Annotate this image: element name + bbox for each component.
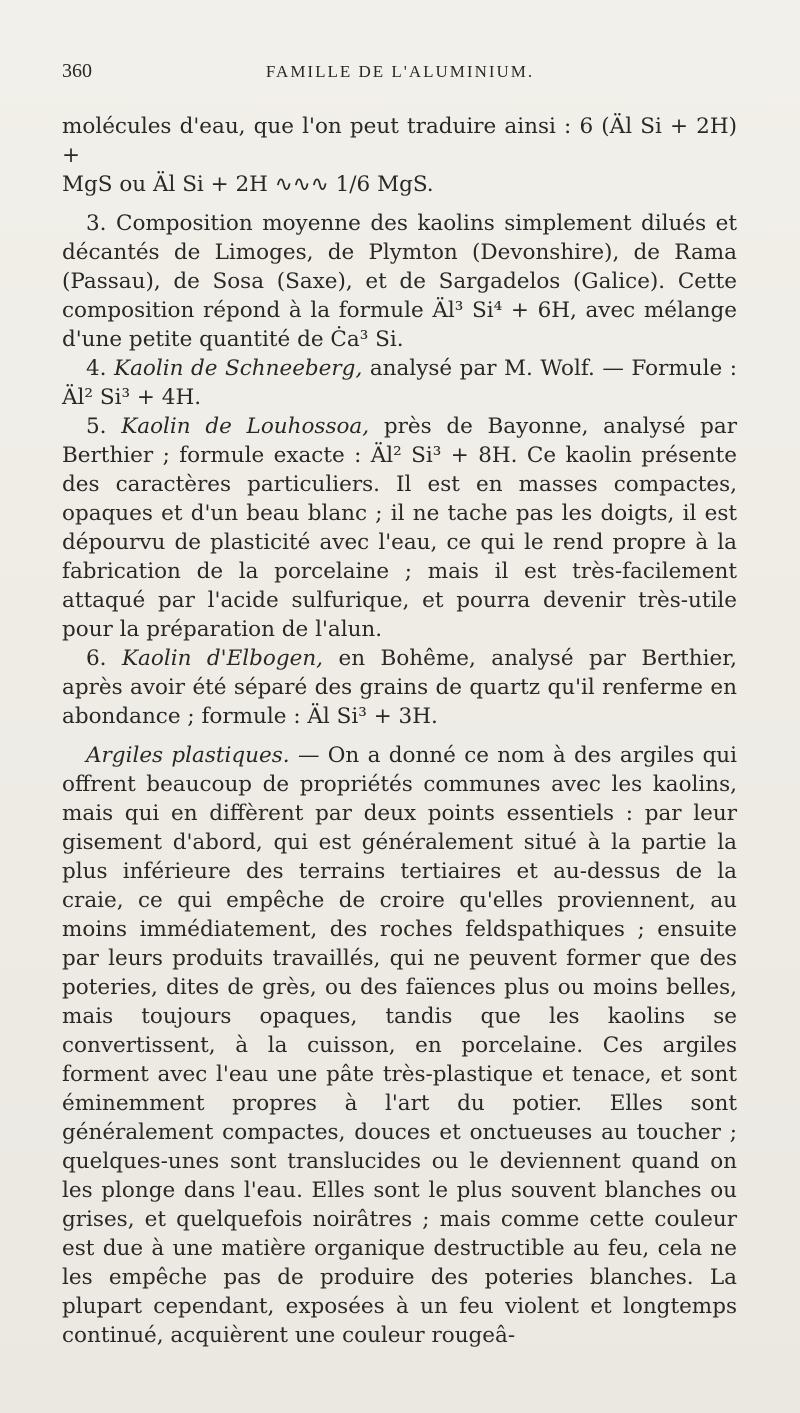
paragraph-title: Kaolin de Schneeberg, bbox=[114, 356, 363, 381]
paragraph-text: Composition moyenne des kaolins simplement dilués et décantés de Limoges, de Plymton (Devonshire), de Rama (Passau), de Sosa (Saxe), et de Sargadelos (Galice). Cette composition répond à la formule Äl³ Si⁴ + 6H, avec mélange d'une petite quantité de Ċa³ Si. bbox=[62, 211, 737, 352]
formula-line-2: MgS ou Äl Si + 2H ∿∿∿ 1/6 MgS. bbox=[62, 172, 434, 197]
paragraph-text: en Bohême, analysé par Berthier, après avoir été séparé des grains de quartz qu'il renferme en abondance ; formule : Äl Si³ + 3H. bbox=[62, 646, 737, 729]
paragraph-5 bbox=[62, 412, 737, 644]
formula-line-1: molécules d'eau, que l'on peut traduire ainsi : 6 (Äl Si + 2H) + bbox=[62, 114, 737, 168]
paragraph-text: — On a donné ce nom à des argiles qui offrent beaucoup de propriétés communes avec les kaolins, mais qui en diffèrent par deux points essentiels : par leur gisement d'abord, qui est généralement situé à la partie la plus inférieure des terrains tertiaires et au-dessus de la craie, ce qui empêche de croire qu'elles proviennent, au moins immédiatement, des roches feldspathiques ; ensuite par leurs produits travaillés, qui ne peuvent former que des poteries, dites de grès, ou des faïences plus ou moins belles, mais toujours opaques, tandis que les kaolins se convertissent, à la cuisson, en porcelaine. Ces argiles forment avec l'eau une pâte très-plastique et tenace, et sont éminemment propres à l'art du potier. Elles sont généralement compactes, douces et onctueuses au toucher ; quelques-unes sont translucides ou le deviennent quand on les plonge dans l'eau. Elles sont le plus souvent blanches ou grises, et quelquefois noirâtres ; mais comme cette couleur est due à une matière organique destructible au feu, cela ne les empêche pas de produire des poteries blanches. La plupart cependant, exposées à un feu violent et longtemps continué, acquièrent une couleur rougeâ- bbox=[62, 743, 738, 1348]
running-title: FAMILLE DE L'ALUMINIUM. bbox=[265, 62, 535, 81]
item-number: 6. bbox=[86, 646, 107, 671]
page-body bbox=[62, 112, 737, 1350]
paragraph-title: Kaolin d'Elbogen, bbox=[122, 646, 324, 671]
item-number: 5. bbox=[86, 414, 107, 439]
item-number: 4. bbox=[86, 356, 107, 381]
paragraph-text: analysé par M. Wolf. — Formule : Äl² Si³ + 4H. bbox=[62, 356, 737, 410]
paragraph-argiles bbox=[62, 741, 737, 1350]
paragraph-title: Kaolin de Louhossoa, bbox=[121, 414, 370, 439]
paragraph-3 bbox=[62, 209, 737, 354]
paragraph-continued bbox=[62, 112, 737, 199]
item-number: 3. bbox=[86, 211, 107, 236]
paragraph-4 bbox=[62, 354, 737, 412]
paragraph-title: Argiles plastiques. bbox=[86, 743, 290, 768]
paragraph-text: près de Bayonne, analysé par Berthier ; formule exacte : Äl² Si³ + 8H. Ce kaolin présente des caractères particuliers. Il est en masses compactes, opaques et d'un beau blanc ; il ne tache pas les doigts, il est dépourvu de plasticité avec l'eau, ce qui le rend propre à la fabrication de la porcelaine ; mais il est très-facilement attaqué par l'acide sulfurique, et pourra devenir très-utile pour la préparation de l'alun. bbox=[62, 414, 738, 642]
paragraph-6 bbox=[62, 644, 737, 731]
page-header bbox=[62, 60, 738, 90]
page-number: 360 bbox=[62, 60, 92, 82]
